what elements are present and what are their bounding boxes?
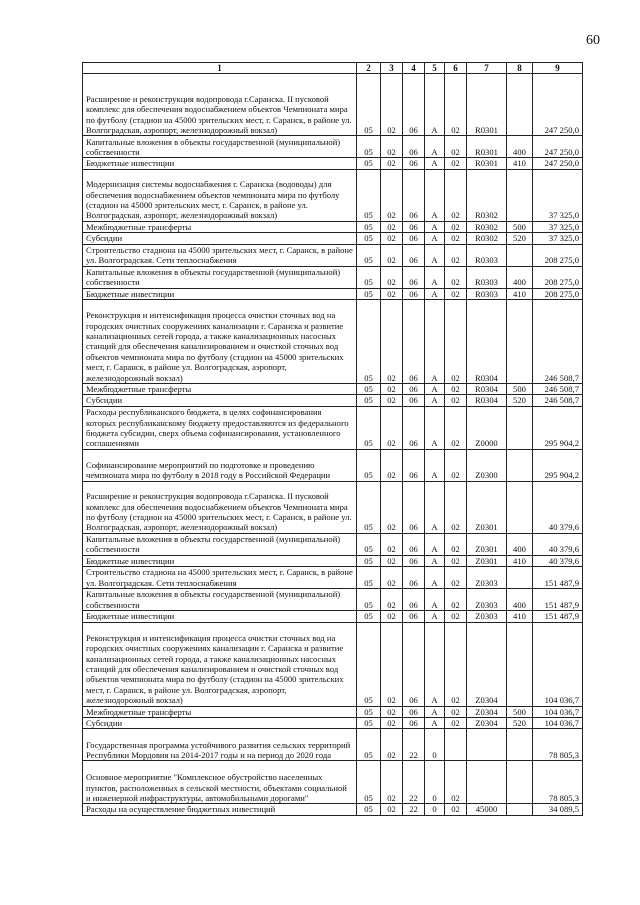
row-name: Бюджетные инвестиции [83, 288, 357, 299]
subprogram-code: А [425, 533, 445, 555]
subprogram-code: А [425, 266, 445, 288]
subsection-code: 02 [381, 718, 403, 729]
section-code: 05 [357, 533, 381, 555]
direction-code [467, 761, 507, 804]
program-code: 06 [403, 449, 425, 481]
expense-type-code: 410 [507, 555, 533, 566]
expense-type-code [507, 481, 533, 533]
subsection-code: 02 [381, 555, 403, 566]
program-code: 06 [403, 233, 425, 244]
expense-type-code: 410 [507, 288, 533, 299]
column-header: 2 [357, 63, 381, 74]
expense-type-code [507, 74, 533, 136]
amount: 151 487,9 [533, 611, 583, 622]
program-code: 06 [403, 555, 425, 566]
direction-code: Z0300 [467, 449, 507, 481]
row-name: Софинансирование мероприятий по подготовке и проведению чемпионата мира по футболу в 2018 году в Российской Федерации [83, 449, 357, 481]
table-row [83, 706, 583, 717]
column-header: 3 [381, 63, 403, 74]
row-name: Межбюджетные трансферты [83, 221, 357, 232]
activity-code: 02 [445, 804, 467, 815]
direction-code: R0304 [467, 300, 507, 384]
program-code: 06 [403, 266, 425, 288]
expense-type-code [507, 804, 533, 815]
subprogram-code: А [425, 622, 445, 706]
subsection-code: 02 [381, 384, 403, 395]
amount: 246 508,7 [533, 395, 583, 406]
direction-code: R0302 [467, 233, 507, 244]
activity-code: 02 [445, 761, 467, 804]
direction-code: R0304 [467, 384, 507, 395]
table-row [83, 729, 583, 761]
expense-type-code: 500 [507, 706, 533, 717]
activity-code: 02 [445, 718, 467, 729]
activity-code: 02 [445, 136, 467, 158]
expense-type-code: 400 [507, 589, 533, 611]
table-row [83, 555, 583, 566]
activity-code: 02 [445, 266, 467, 288]
subprogram-code: А [425, 300, 445, 384]
section-code: 05 [357, 169, 381, 221]
table-row [83, 533, 583, 555]
program-code: 06 [403, 169, 425, 221]
expense-type-code [507, 406, 533, 449]
row-name: Строительство стадиона на 45000 зрительских мест, г. Саранск, в районе ул. Волгоградская. Сети теплоснабжения [83, 244, 357, 266]
row-name: Бюджетные инвестиции [83, 158, 357, 169]
subsection-code: 02 [381, 395, 403, 406]
program-code: 06 [403, 136, 425, 158]
row-name: Бюджетные инвестиции [83, 611, 357, 622]
expense-type-code [507, 622, 533, 706]
subprogram-code: А [425, 158, 445, 169]
activity-code: 02 [445, 406, 467, 449]
program-code: 06 [403, 567, 425, 589]
subsection-code: 02 [381, 221, 403, 232]
table-body [83, 74, 583, 815]
table-row [83, 300, 583, 384]
activity-code: 02 [445, 611, 467, 622]
expense-type-code [507, 567, 533, 589]
activity-code: 02 [445, 244, 467, 266]
activity-code: 02 [445, 288, 467, 299]
program-code: 06 [403, 300, 425, 384]
row-name: Расширение и реконструкция водопровода г.Саранска. II пусковой комплекс для обеспечения водоснабжением объектов Чемпионата мира по футболу (стадион на 45000 зрительских мест, г. Саранск, в районе ул. Волгоградская, аэропорт, железнодорожный вокзал) [83, 481, 357, 533]
expense-type-code: 400 [507, 266, 533, 288]
subprogram-code: А [425, 74, 445, 136]
row-name: Капитальные вложения в объекты государственной (муниципальной) собственности [83, 136, 357, 158]
row-name: Капитальные вложения в объекты государственной (муниципальной) собственности [83, 266, 357, 288]
subprogram-code: 0 [425, 729, 445, 761]
direction-code: R0302 [467, 169, 507, 221]
subprogram-code: А [425, 288, 445, 299]
activity-code: 02 [445, 300, 467, 384]
table-row [83, 384, 583, 395]
section-code: 05 [357, 729, 381, 761]
subprogram-code: А [425, 611, 445, 622]
amount: 40 379,6 [533, 533, 583, 555]
expense-type-code [507, 449, 533, 481]
subsection-code: 02 [381, 449, 403, 481]
table-row [83, 136, 583, 158]
direction-code [467, 729, 507, 761]
row-name: Реконструкция и интенсификация процесса очистки сточных вод на городских очистных сооружениях канализации г. Саранска и развитие канализационных сетей города, а также канализационных насосных станций для обеспечения канализированием и очисткой сточных вод объектов чемпионата мира по футболу (стадион на 45000 зрительских мест, г. Саранск, в районе ул. Волгоградская, аэропорт, железнодорожный вокзал) [83, 300, 357, 384]
table-row [83, 611, 583, 622]
subprogram-code: А [425, 589, 445, 611]
budget-table [82, 62, 583, 816]
expense-type-code [507, 300, 533, 384]
direction-code: R0304 [467, 395, 507, 406]
row-name: Межбюджетные трансферты [83, 384, 357, 395]
amount: 246 508,7 [533, 384, 583, 395]
subprogram-code: А [425, 449, 445, 481]
page-number: 60 [586, 33, 600, 48]
expense-type-code: 410 [507, 611, 533, 622]
subprogram-code: 0 [425, 804, 445, 815]
expense-type-code: 520 [507, 233, 533, 244]
activity-code: 02 [445, 384, 467, 395]
direction-code: Z0303 [467, 589, 507, 611]
section-code: 05 [357, 244, 381, 266]
activity-code: 02 [445, 533, 467, 555]
subsection-code: 02 [381, 266, 403, 288]
subsection-code: 02 [381, 567, 403, 589]
column-header: 1 [83, 63, 357, 74]
direction-code: R0303 [467, 244, 507, 266]
subprogram-code: А [425, 384, 445, 395]
program-code: 06 [403, 589, 425, 611]
column-header: 7 [467, 63, 507, 74]
subprogram-code: А [425, 136, 445, 158]
header-row [83, 63, 583, 74]
table-row [83, 449, 583, 481]
amount: 37 325,0 [533, 221, 583, 232]
expense-type-code [507, 169, 533, 221]
program-code: 22 [403, 761, 425, 804]
expense-type-code: 400 [507, 533, 533, 555]
program-code: 06 [403, 158, 425, 169]
amount: 78 805,3 [533, 761, 583, 804]
activity-code: 02 [445, 221, 467, 232]
program-code: 06 [403, 244, 425, 266]
program-code: 06 [403, 221, 425, 232]
subprogram-code: А [425, 233, 445, 244]
row-name: Строительство стадиона на 45000 зрительских мест, г. Саранск, в районе ул. Волгоградская. Сети теплоснабжения [83, 567, 357, 589]
amount: 208 275,0 [533, 244, 583, 266]
expense-type-code: 410 [507, 158, 533, 169]
table-row [83, 169, 583, 221]
row-name: Реконструкция и интенсификация процесса очистки сточных вод на городских очистных сооружениях канализации г. Саранска и развитие канализационных сетей города, а также канализационных насосных станций для обеспечения канализированием и очисткой сточных вод объектов чемпионата мира по футболу (стадион на 45000 зрительских мест, г. Саранск, в районе ул. Волгоградская, аэропорт, железнодорожный вокзал) [83, 622, 357, 706]
expense-type-code: 400 [507, 136, 533, 158]
table-row [83, 288, 583, 299]
row-name: Расширение и реконструкция водопровода г.Саранска. II пусковой комплекс для обеспечения водоснабжением объектов Чемпионата мира по футболу (стадион на 45000 зрительских мест, г. Саранск, в районе ул. Волгоградская, аэропорт, железнодорожный вокзал) [83, 74, 357, 136]
section-code: 05 [357, 384, 381, 395]
amount: 37 325,0 [533, 169, 583, 221]
direction-code: Z0304 [467, 706, 507, 717]
program-code: 06 [403, 481, 425, 533]
direction-code: R0303 [467, 288, 507, 299]
row-name: Расходы республиканского бюджета, в целях софинансирования которых республиканскому бюджету предоставляются из федерального бюджета субсидии, сверх объема софинансирования, установленного соглашениями [83, 406, 357, 449]
subprogram-code: А [425, 244, 445, 266]
program-code: 06 [403, 622, 425, 706]
direction-code: Z0304 [467, 622, 507, 706]
direction-code: R0301 [467, 74, 507, 136]
subsection-code: 02 [381, 158, 403, 169]
subprogram-code: А [425, 567, 445, 589]
table-row [83, 804, 583, 815]
amount: 295 904,2 [533, 449, 583, 481]
subsection-code: 02 [381, 288, 403, 299]
amount: 208 275,0 [533, 288, 583, 299]
direction-code: R0302 [467, 221, 507, 232]
program-code: 06 [403, 384, 425, 395]
expense-type-code: 520 [507, 718, 533, 729]
section-code: 05 [357, 481, 381, 533]
section-code: 05 [357, 706, 381, 717]
program-code: 06 [403, 406, 425, 449]
section-code: 05 [357, 300, 381, 384]
section-code: 05 [357, 567, 381, 589]
section-code: 05 [357, 589, 381, 611]
activity-code: 02 [445, 74, 467, 136]
expense-type-code [507, 244, 533, 266]
section-code: 05 [357, 804, 381, 815]
table-row [83, 589, 583, 611]
subprogram-code: А [425, 395, 445, 406]
program-code: 06 [403, 718, 425, 729]
amount: 104 036,7 [533, 622, 583, 706]
direction-code: Z0303 [467, 611, 507, 622]
program-code: 22 [403, 804, 425, 815]
column-header: 9 [533, 63, 583, 74]
table-row [83, 74, 583, 136]
activity-code: 02 [445, 706, 467, 717]
amount: 40 379,6 [533, 481, 583, 533]
subsection-code: 02 [381, 611, 403, 622]
section-code: 05 [357, 406, 381, 449]
row-name: Расходы на осуществление бюджетных инвестиций [83, 804, 357, 815]
activity-code: 02 [445, 233, 467, 244]
direction-code: R0301 [467, 158, 507, 169]
expense-type-code [507, 729, 533, 761]
section-code: 05 [357, 266, 381, 288]
amount: 246 508,7 [533, 300, 583, 384]
column-header: 8 [507, 63, 533, 74]
row-name: Государственная программа устойчивого развития сельских территорий Республики Мордовия на 2014-2017 годы и на период до 2020 года [83, 729, 357, 761]
table-row [83, 567, 583, 589]
column-header: 4 [403, 63, 425, 74]
activity-code: 02 [445, 589, 467, 611]
subsection-code: 02 [381, 804, 403, 815]
section-code: 05 [357, 221, 381, 232]
table-row [83, 406, 583, 449]
subsection-code: 02 [381, 300, 403, 384]
row-name: Бюджетные инвестиции [83, 555, 357, 566]
table-row [83, 622, 583, 706]
subsection-code: 02 [381, 406, 403, 449]
direction-code: Z0301 [467, 533, 507, 555]
section-code: 05 [357, 622, 381, 706]
subsection-code: 02 [381, 169, 403, 221]
section-code: 05 [357, 136, 381, 158]
amount: 247 250,0 [533, 74, 583, 136]
activity-code: 02 [445, 567, 467, 589]
table-row [83, 761, 583, 804]
activity-code: 02 [445, 449, 467, 481]
column-header: 6 [445, 63, 467, 74]
direction-code: Z0301 [467, 555, 507, 566]
section-code: 05 [357, 718, 381, 729]
amount: 151 487,9 [533, 567, 583, 589]
direction-code: R0301 [467, 136, 507, 158]
table-row [83, 244, 583, 266]
amount: 37 325,0 [533, 233, 583, 244]
direction-code: R0303 [467, 266, 507, 288]
section-code: 05 [357, 555, 381, 566]
expense-type-code: 500 [507, 384, 533, 395]
program-code: 22 [403, 729, 425, 761]
subsection-code: 02 [381, 729, 403, 761]
table-row [83, 395, 583, 406]
table-row [83, 233, 583, 244]
column-header: 5 [425, 63, 445, 74]
section-code: 05 [357, 233, 381, 244]
amount: 78 805,3 [533, 729, 583, 761]
activity-code: 02 [445, 622, 467, 706]
subprogram-code: А [425, 221, 445, 232]
subsection-code: 02 [381, 533, 403, 555]
section-code: 05 [357, 74, 381, 136]
amount: 208 275,0 [533, 266, 583, 288]
amount: 295 904,2 [533, 406, 583, 449]
expense-type-code [507, 761, 533, 804]
activity-code [445, 729, 467, 761]
table-row [83, 158, 583, 169]
subprogram-code: 0 [425, 761, 445, 804]
activity-code: 02 [445, 158, 467, 169]
expense-type-code: 520 [507, 395, 533, 406]
expense-type-code: 500 [507, 221, 533, 232]
amount: 40 379,6 [533, 555, 583, 566]
program-code: 06 [403, 288, 425, 299]
table-row [83, 481, 583, 533]
subprogram-code: А [425, 169, 445, 221]
row-name: Субсидии [83, 395, 357, 406]
row-name: Капитальные вложения в объекты государственной (муниципальной) собственности [83, 589, 357, 611]
section-code: 05 [357, 449, 381, 481]
row-name: Основное мероприятие "Комплексное обустройство населенных пунктов, расположенных в сельской местности, объектами социальной и инженерной инфраструктуры, автомобильными дорогами" [83, 761, 357, 804]
subprogram-code: А [425, 706, 445, 717]
table-row [83, 718, 583, 729]
program-code: 06 [403, 533, 425, 555]
subprogram-code: А [425, 481, 445, 533]
table-row [83, 221, 583, 232]
row-name: Субсидии [83, 233, 357, 244]
direction-code: Z0000 [467, 406, 507, 449]
subsection-code: 02 [381, 233, 403, 244]
subprogram-code: А [425, 555, 445, 566]
subsection-code: 02 [381, 706, 403, 717]
amount: 247 250,0 [533, 136, 583, 158]
section-code: 05 [357, 158, 381, 169]
activity-code: 02 [445, 395, 467, 406]
direction-code: Z0303 [467, 567, 507, 589]
row-name: Капитальные вложения в объекты государственной (муниципальной) собственности [83, 533, 357, 555]
activity-code: 02 [445, 481, 467, 533]
activity-code: 02 [445, 555, 467, 566]
amount: 247 250,0 [533, 158, 583, 169]
subsection-code: 02 [381, 761, 403, 804]
amount: 104 036,7 [533, 706, 583, 717]
program-code: 06 [403, 74, 425, 136]
amount: 151 487,9 [533, 589, 583, 611]
section-code: 05 [357, 288, 381, 299]
program-code: 06 [403, 395, 425, 406]
subsection-code: 02 [381, 622, 403, 706]
section-code: 05 [357, 761, 381, 804]
section-code: 05 [357, 611, 381, 622]
program-code: 06 [403, 706, 425, 717]
row-name: Межбюджетные трансферты [83, 706, 357, 717]
activity-code: 02 [445, 169, 467, 221]
subsection-code: 02 [381, 589, 403, 611]
amount: 34 089,5 [533, 804, 583, 815]
subprogram-code: А [425, 406, 445, 449]
section-code: 05 [357, 395, 381, 406]
row-name: Модернизация системы водоснабжения г. Саранска (водоводы) для обеспечения водоснабжением объектов чемпионата мира по футболу (стадион на 45000 зрительских мест, г. Саранск, в районе ул. Волгоградская, аэропорт, железнодорожный вокзал) [83, 169, 357, 221]
row-name: Субсидии [83, 718, 357, 729]
direction-code: Z0304 [467, 718, 507, 729]
program-code: 06 [403, 611, 425, 622]
subprogram-code: А [425, 718, 445, 729]
direction-code: 45000 [467, 804, 507, 815]
direction-code: Z0301 [467, 481, 507, 533]
amount: 104 036,7 [533, 718, 583, 729]
table-row [83, 266, 583, 288]
subsection-code: 02 [381, 244, 403, 266]
subsection-code: 02 [381, 481, 403, 533]
subsection-code: 02 [381, 74, 403, 136]
subsection-code: 02 [381, 136, 403, 158]
